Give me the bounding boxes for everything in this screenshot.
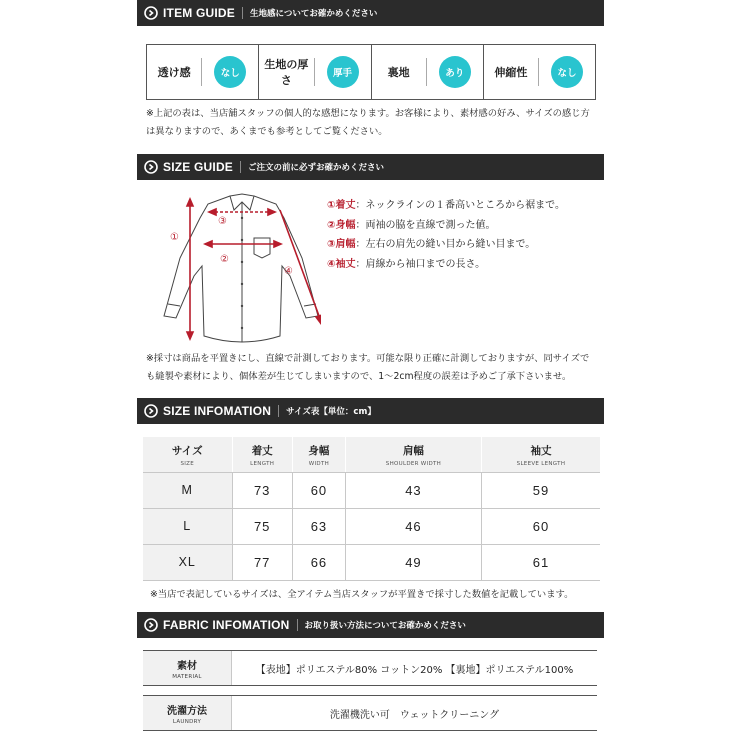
guide-cell-lining <box>372 45 484 99</box>
table-cell: 43 <box>345 472 481 508</box>
divider <box>242 7 243 19</box>
table-cell: 66 <box>292 544 345 580</box>
column-header-jp: 肩幅 <box>402 445 424 458</box>
measurement-item <box>327 255 607 275</box>
table-cell: 61 <box>481 544 600 580</box>
size-guide-header <box>137 154 604 180</box>
measurement-desc: ：肩線から袖口までの長さ。 <box>355 258 486 270</box>
marker-1: ① <box>170 232 179 243</box>
note-line: は異なりますので、あくまでも参考としてご覧ください。 <box>146 126 388 137</box>
fabric-row-laundry <box>143 695 597 731</box>
note-line: ※採寸は商品を平置きにし、直線で計測しております。可能な限り正確に計測しておりますが、同サイズで <box>146 353 590 364</box>
size-guide-subtitle: ご注文の前に必ずお確かめください <box>248 163 385 173</box>
guide-cell-thickness <box>259 45 371 99</box>
column-header <box>345 437 481 472</box>
fabric-header-jp: 素材 <box>177 660 197 672</box>
size-info-title: SIZE INFOMATION <box>163 404 272 418</box>
column-header-en: LENGTH <box>250 461 275 468</box>
size-cell: M <box>143 472 232 508</box>
column-header-en: SIZE <box>180 461 195 468</box>
guide-value-badge: あり <box>439 56 471 88</box>
measurement-item <box>327 216 607 236</box>
table-row <box>143 472 600 508</box>
measurement-desc: ：ネックラインの１番高いところから裾まで。 <box>355 200 565 211</box>
column-header-jp: 身幅 <box>308 445 330 458</box>
guide-cell-transparency <box>147 45 259 99</box>
table-cell: 63 <box>292 508 345 544</box>
size-guide-note <box>146 350 606 386</box>
table-cell: 49 <box>345 544 481 580</box>
divider <box>538 58 539 86</box>
column-header <box>481 437 600 472</box>
measurement-item <box>327 196 607 216</box>
size-table-header-row <box>143 437 600 472</box>
guide-cell-stretch <box>484 45 595 99</box>
guide-label: 透け感 <box>157 66 191 79</box>
info-circle-icon <box>144 160 158 174</box>
divider <box>426 58 427 86</box>
column-header <box>143 437 232 472</box>
column-header <box>232 437 292 472</box>
guide-label: 伸縮性 <box>494 66 528 79</box>
size-guide-title: SIZE GUIDE <box>163 160 234 174</box>
table-cell: 60 <box>481 508 600 544</box>
shirt-pocket <box>254 238 270 258</box>
marker-2: ② <box>220 254 229 265</box>
fabric-row-header <box>143 651 232 685</box>
table-row <box>143 508 600 544</box>
column-header-jp: サイズ <box>171 445 203 458</box>
size-info-subtitle: サイズ表【単位：cm】 <box>286 407 376 417</box>
size-table <box>143 437 600 581</box>
column-header-en: SHOULDER WIDTH <box>385 461 442 468</box>
size-cell: XL <box>143 544 232 580</box>
column-header <box>292 437 345 472</box>
column-header-jp: 着丈 <box>251 445 273 458</box>
guide-value-badge: 厚手 <box>327 56 359 88</box>
divider <box>278 405 279 417</box>
divider <box>314 58 315 86</box>
table-cell: 73 <box>232 472 292 508</box>
fabric-row-material <box>143 650 597 686</box>
marker-3: ③ <box>218 216 227 227</box>
item-guide-note <box>146 105 606 141</box>
guide-label: 裏地 <box>387 66 410 79</box>
size-info-note: ※当店で表記しているサイズは、全アイテム当店スタッフが平置きで採寸した数値を記載しています。 <box>150 589 574 600</box>
measurement-desc: ：両袖の脇を直線で測った値。 <box>355 219 496 231</box>
table-cell: 46 <box>345 508 481 544</box>
divider <box>297 619 298 631</box>
fabric-info-header <box>137 612 604 638</box>
size-info-header <box>137 398 604 424</box>
column-header-jp: 袖丈 <box>530 445 552 458</box>
item-guide-table <box>146 44 596 100</box>
measurement-key: ③肩幅 <box>327 239 356 250</box>
note-line: も縫製や素材により、個体差が生じてしまいますので、1〜2cm程度の誤差は予めご了承下さいませ。 <box>146 371 572 382</box>
fabric-value: 洗濯機洗い可 ウェットクリーニング <box>329 709 500 721</box>
item-guide-title: ITEM GUIDE <box>163 6 236 20</box>
divider <box>240 161 241 173</box>
measurement-key: ②身幅 <box>327 219 356 231</box>
measurement-key: ①着丈 <box>327 200 356 211</box>
fabric-value: 【表地】ポリエステル80% コットン20% 【裏地】ポリエステル100% <box>255 664 574 676</box>
guide-value-badge: なし <box>551 56 583 88</box>
info-circle-icon <box>144 404 158 418</box>
measurement-key: ④袖丈 <box>327 258 356 270</box>
table-cell: 60 <box>292 472 345 508</box>
column-header-en: SLEEVE LENGTH <box>516 461 566 468</box>
divider <box>201 58 202 86</box>
guide-value-badge: なし <box>214 56 246 88</box>
shirt-diagram <box>146 188 321 348</box>
measurement-list <box>327 196 607 274</box>
info-circle-icon <box>144 6 158 20</box>
note-line: ※上記の表は、当店舗スタッフの個人的な感想になります。お客様により、素材感の好み、サイズの感じ方 <box>146 108 590 119</box>
fabric-header-en: MATERIAL <box>172 673 202 680</box>
table-cell: 75 <box>232 508 292 544</box>
measurement-item <box>327 235 607 255</box>
size-cell: L <box>143 508 232 544</box>
column-header-en: WIDTH <box>308 461 330 468</box>
fabric-info-title: FABRIC INFOMATION <box>163 618 290 632</box>
guide-label: 生地の厚さ <box>264 58 309 87</box>
table-row <box>143 544 600 580</box>
fabric-row-header <box>143 696 232 730</box>
marker-4: ④ <box>284 266 293 277</box>
measurement-desc: ：左右の肩先の縫い目から縫い目まで。 <box>355 239 536 250</box>
item-guide-subtitle: 生地感についてお確かめください <box>250 9 378 19</box>
table-cell: 77 <box>232 544 292 580</box>
fabric-header-jp: 洗濯方法 <box>167 705 207 717</box>
info-circle-icon <box>144 618 158 632</box>
table-cell: 59 <box>481 472 600 508</box>
fabric-header-en: LAUNDRY <box>172 718 202 725</box>
fabric-info-subtitle: お取り扱い方法についてお確かめください <box>304 621 466 631</box>
item-guide-header <box>137 0 604 26</box>
